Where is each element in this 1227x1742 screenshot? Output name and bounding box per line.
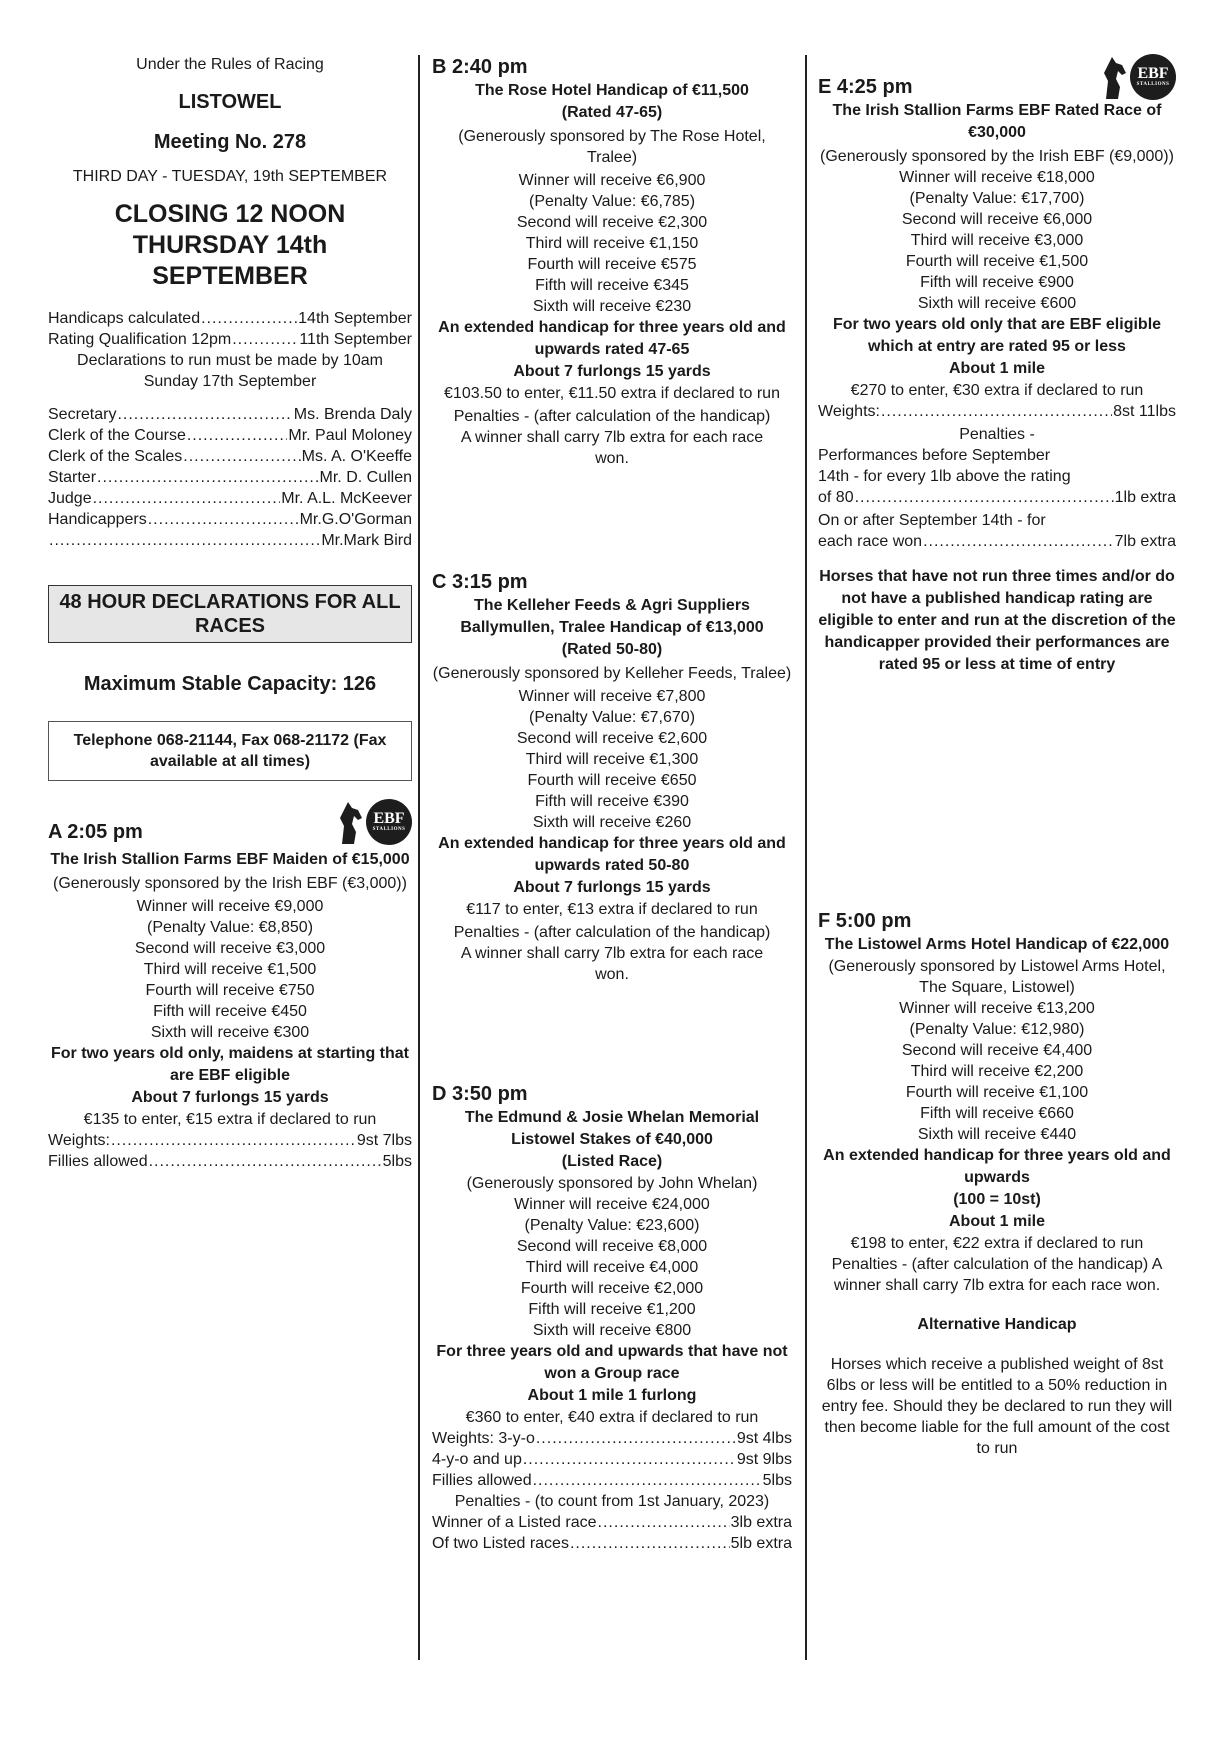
race-conditions: For three years old and upwards that have not won a Group race	[436, 1343, 788, 1382]
closing-line: CLOSING 12 NOON	[114, 200, 346, 228]
prize-list: Winner will receive €24,000 (Penalty Value: €23,600) Second will receive €8,000 Third will receive €4,000 Fourth will receive €2,000 Fifth will receive €1,200 Sixth will receive €800	[514, 1196, 710, 1339]
weights-older-row: 4-y-o and up ..... 9st 9lbs	[432, 1449, 792, 1470]
fillies-row: Fillies allowed ..... 5lbs	[48, 1151, 412, 1172]
penalty-row: Winner of a Listed race ..... 3lb extra	[432, 1512, 792, 1533]
official-row: Starter ..... Mr. D. Cullen	[48, 467, 412, 488]
race-distance: About 1 mile	[948, 1213, 1045, 1230]
race-conditions: For two years old only that are EBF eligible which at entry are rated 95 or less	[832, 316, 1162, 355]
race-entry-fee: €103.50 to enter, €11.50 extra if declared to run	[444, 385, 780, 402]
race-conditions: An extended handicap for three years old and upwards rated 47-65	[438, 319, 786, 358]
column-left	[48, 0, 412, 1172]
race-conditions: An extended handicap for three years old and upwards	[823, 1147, 1171, 1186]
prize-list: Winner will receive €7,800 (Penalty Value: €7,670) Second will receive €2,600 Third will receive €1,300 Fourth will receive €650 Fifth will receive €390 Sixth will receive €260	[516, 688, 708, 831]
column-middle	[432, 0, 792, 1554]
race-sponsor: (Generously sponsored by the Irish EBF (€3,000))	[53, 875, 407, 892]
telephone-box: Telephone 068-21144, Fax 068-21172 (Fax available at all times)	[48, 721, 412, 781]
race-entry-fee: €198 to enter, €22 extra if declared to run	[850, 1235, 1144, 1252]
race-c	[432, 569, 792, 985]
race-time: A 2:05 pm	[48, 821, 143, 843]
penalties-heading: Penalties -	[959, 426, 1035, 443]
horse-icon	[338, 800, 364, 844]
official-row: Judge ..... Mr. A.L. McKeever	[48, 488, 412, 509]
penalty-text: On or after September 14th - for	[818, 512, 1046, 529]
race-entry-fee: €360 to enter, €40 extra if declared to run	[465, 1409, 759, 1426]
race-entry-fee: €270 to enter, €30 extra if declared to run	[850, 382, 1144, 399]
penalties-heading: Penalties - (to count from 1st January, 2023)	[454, 1493, 770, 1510]
race-e	[818, 54, 1176, 676]
race-title: The Rose Hotel Handicap of €11,500	[475, 82, 749, 99]
race-entry-fee: €135 to enter, €15 extra if declared to run	[83, 1111, 377, 1128]
prize-list: Winner will receive €18,000 (Penalty Value: €17,700) Second will receive €6,000 Third will receive €3,000 Fourth will receive €1,500 Fifth will receive €900 Sixth will receive €600	[899, 169, 1095, 312]
race-rating-scale: (100 = 10st)	[953, 1191, 1041, 1208]
race-distance: About 7 furlongs 15 yards	[131, 1089, 329, 1106]
race-a	[48, 799, 412, 1172]
race-title: The Irish Stallion Farms EBF Maiden of €15,000	[50, 851, 410, 868]
column-divider	[418, 55, 420, 1660]
prize-list: Winner will receive €6,900 (Penalty Value: €6,785) Second will receive €2,300 Third will receive €1,150 Fourth will receive €575 Fifth will receive €345 Sixth will receive €230	[516, 172, 708, 315]
declarations-box: 48 HOUR DECLARATIONS FOR ALL RACES	[48, 585, 412, 643]
race-title: The Listowel Arms Hotel Handicap of €22,000	[824, 936, 1170, 953]
closing-line: SEPTEMBER	[152, 262, 308, 290]
fillies-row: Fillies allowed ..... 5lbs	[432, 1470, 792, 1491]
race-sponsor: (Generously sponsored by the Irish EBF (€9,000))	[820, 148, 1174, 165]
declarations-note: Declarations to run must be made by 10am Sunday 17th September	[77, 352, 383, 390]
weights-row: Weights: 3-y-o ..... 9st 4lbs	[432, 1428, 792, 1449]
race-distance: About 1 mile	[948, 360, 1045, 377]
ebf-logo	[1102, 54, 1176, 100]
race-penalties: Penalties - (after calculation of the handicap) A winner shall carry 7lb extra for each race won.	[453, 408, 771, 467]
race-distance: About 7 furlongs 15 yards	[513, 879, 711, 896]
meeting-number: Meeting No. 278	[153, 131, 307, 153]
official-row: Clerk of the Course ..... Mr. Paul Moloney	[48, 425, 412, 446]
ebf-logo	[338, 799, 412, 845]
race-d	[432, 1081, 792, 1554]
rules-line: Under the Rules of Racing	[136, 56, 324, 73]
deadlines	[48, 308, 412, 392]
race-time: D 3:50 pm	[432, 1083, 528, 1105]
alternative-handicap-heading: Alternative Handicap	[917, 1316, 1077, 1333]
race-time: B 2:40 pm	[432, 56, 528, 78]
penalty-row: Of two Listed races ..... 5lb extra	[432, 1533, 792, 1554]
race-distance: About 7 furlongs 15 yards	[513, 363, 711, 380]
official-row: ..... Mr.Mark Bird	[48, 530, 412, 551]
official-row: Secretary ..... Ms. Brenda Daly	[48, 404, 412, 425]
race-rating-band: (Listed Race)	[561, 1153, 663, 1170]
day-line: THIRD DAY - TUESDAY, 19th SEPTEMBER	[72, 168, 388, 185]
penalty-text: 14th - for every 1lb above the rating	[818, 468, 1071, 485]
race-b	[432, 54, 792, 469]
weights-row: Weights: ..... 9st 7lbs	[48, 1130, 412, 1151]
race-title: The Kelleher Feeds & Agri Suppliers Ballymullen, Tralee Handicap of €13,000	[460, 597, 764, 636]
ebf-badge-icon: EBF STALLIONS	[366, 799, 412, 845]
race-rating-band: (Rated 50-80)	[561, 641, 663, 658]
race-sponsor: (Generously sponsored by John Whelan)	[466, 1175, 758, 1192]
race-conditions: For two years old only, maidens at starting that are EBF eligible	[51, 1045, 409, 1084]
race-f	[818, 908, 1176, 1459]
horse-icon	[1102, 55, 1128, 99]
ebf-badge-icon: EBF STALLIONS	[1130, 54, 1176, 100]
race-sponsor: (Generously sponsored by Listowel Arms Hotel, The Square, Listowel)	[828, 958, 1166, 996]
race-penalties: Penalties - (after calculation of the handicap) A winner shall carry 7lb extra for each race won.	[831, 1256, 1163, 1294]
race-penalties: Penalties - (after calculation of the handicap) A winner shall carry 7lb extra for each race won.	[453, 924, 771, 983]
penalty-row: each race won ..... 7lb extra	[818, 531, 1176, 552]
eligibility-note: Horses that have not run three times and/or do not have a published handicap rating are eligible to enter and run at the discretion of the handicapper provided their performances are rated 95 or less at time of entry	[818, 568, 1176, 673]
prize-list: Winner will receive €13,200 (Penalty Value: €12,980) Second will receive €4,400 Third will receive €2,200 Fourth will receive €1,100 Fifth will receive €660 Sixth will receive €440	[899, 1000, 1095, 1143]
handicaps-row: Handicaps calculated ..... 14th September	[48, 308, 412, 329]
official-row: Handicappers ..... Mr.G.O'Gorman	[48, 509, 412, 530]
column-right	[818, 0, 1176, 1459]
official-row: Clerk of the Scales ..... Ms. A. O'Keeffe	[48, 446, 412, 467]
alternative-handicap-text: Horses which receive a published weight of 8st 6lbs or less will be entitled to a 50% reduction in entry fee. Should they be declared to run they will then become liable for the full amount of the cost to run	[821, 1356, 1173, 1457]
penalty-row: of 80 ..... 1lb extra	[818, 487, 1176, 508]
column-divider	[805, 55, 807, 1660]
race-time: F 5:00 pm	[818, 910, 912, 932]
race-rating-band: (Rated 47-65)	[561, 104, 663, 121]
race-entry-fee: €117 to enter, €13 extra if declared to run	[466, 901, 758, 918]
race-distance: About 1 mile 1 furlong	[527, 1387, 697, 1404]
closing-line: THURSDAY 14th	[132, 231, 328, 259]
race-title: The Edmund & Josie Whelan Memorial Listowel Stakes of €40,000	[464, 1109, 760, 1148]
race-sponsor: (Generously sponsored by The Rose Hotel, Tralee)	[458, 128, 766, 166]
stable-capacity: Maximum Stable Capacity: 126	[83, 673, 377, 695]
race-title: The Irish Stallion Farms EBF Rated Race of €30,000	[832, 102, 1162, 141]
officials-list	[48, 404, 412, 551]
penalty-text: Performances before September	[818, 447, 1051, 464]
race-conditions: An extended handicap for three years old and upwards rated 50-80	[438, 835, 786, 874]
race-sponsor: (Generously sponsored by Kelleher Feeds, Tralee)	[432, 665, 792, 682]
rating-row: Rating Qualification 12pm ..... 11th September	[48, 329, 412, 350]
race-time: C 3:15 pm	[432, 571, 528, 593]
closing-block	[48, 199, 412, 292]
prize-list: Winner will receive €9,000 (Penalty Value: €8,850) Second will receive €3,000 Third will receive €1,500 Fourth will receive €750 Fifth will receive €450 Sixth will receive €300	[134, 898, 326, 1041]
venue-title: LISTOWEL	[178, 91, 282, 113]
weights-row: Weights: ..... 8st 11lbs	[818, 401, 1176, 422]
race-time: E 4:25 pm	[818, 76, 913, 98]
